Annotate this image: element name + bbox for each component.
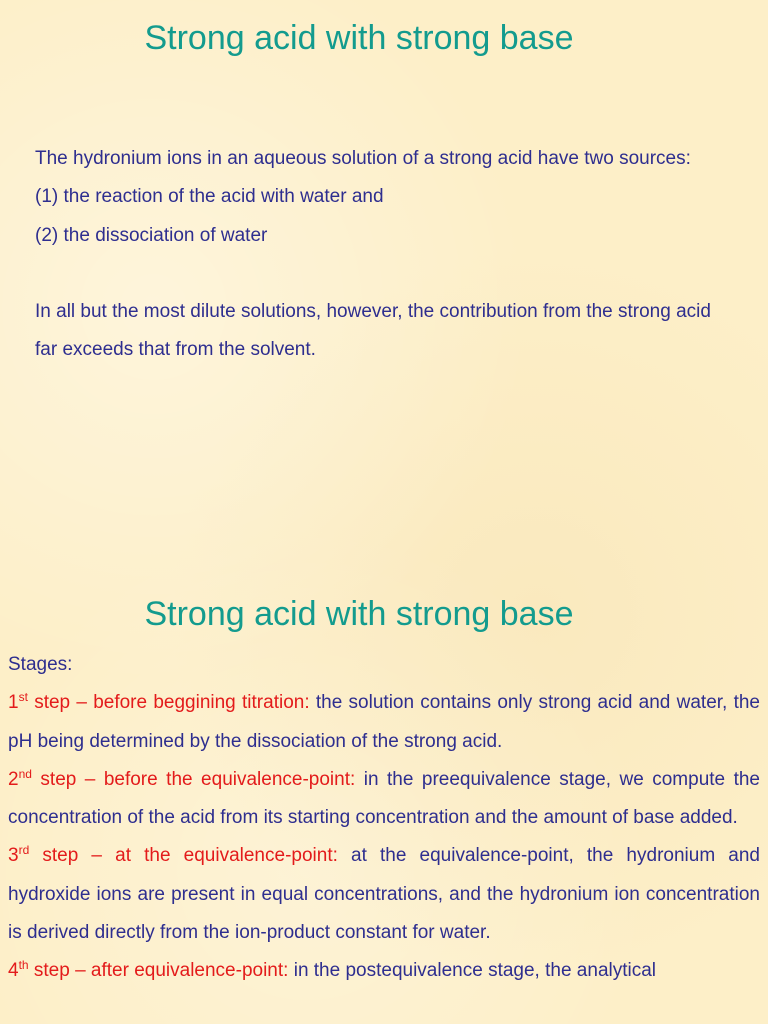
step-2-ordinal: nd: [18, 766, 32, 781]
slide-2-body: [8, 646, 760, 991]
step-1: [8, 684, 760, 761]
step-1-label: [8, 692, 310, 713]
step-1-heading: step – before beggining titration:: [27, 692, 310, 714]
step-4-heading: step – after equivalence-point:: [28, 960, 289, 982]
step-4: [8, 952, 760, 990]
slide-1-title: Strong acid with strong base: [144, 19, 574, 57]
step-4-text: in the postequivalence stage, the analytical: [288, 960, 657, 982]
step-2-label: [8, 766, 356, 790]
slide-2: [0, 560, 768, 1024]
step-2: [8, 761, 760, 838]
step-3-number: 3: [8, 845, 19, 867]
step-2-number: 2: [8, 768, 19, 790]
step-4-number: 4: [8, 960, 19, 982]
step-1-text: the solution contains only strong acid and water, the pH being determined by the dissociation of the strong acid.: [8, 692, 760, 752]
step-3: [8, 837, 760, 952]
conclusion-paragraph: In all but the most dilute solutions, however, the contribution from the strong acid far exceeds that from the solvent.: [35, 301, 711, 361]
step-1-ordinal: st: [18, 690, 28, 705]
slide-2-title: Strong acid with strong base: [144, 595, 574, 633]
step-4-ordinal: th: [18, 958, 29, 973]
step-3-heading: step – at the equivalence-point:: [29, 845, 338, 867]
step-2-text: in the preequivalence stage, we compute the concentration of the acid from its starting concentration and the amount of base added.: [8, 768, 760, 829]
paragraph-gap: [35, 255, 715, 293]
step-2-heading: step – before the equivalence-point:: [31, 768, 356, 790]
step-4-label: [8, 960, 288, 981]
intro-paragraph: The hydronium ions in an aqueous solution of a strong acid have two sources:: [35, 148, 691, 169]
step-3-ordinal: rd: [18, 843, 30, 858]
step-1-number: 1: [8, 692, 19, 714]
step-3-label: [8, 845, 338, 866]
step-3-text: at the equivalence-point, the hydronium and hydroxide ions are present in equal concentrations, and the hydronium ion concentration is derived directly from the ion-product constant for water.: [8, 845, 760, 944]
stages-label: Stages:: [8, 654, 73, 675]
source-item-1: (1) the reaction of the acid with water and: [35, 186, 384, 208]
source-item-2: (2) the dissociation of water: [35, 224, 268, 246]
slide-1-body: [35, 140, 715, 370]
